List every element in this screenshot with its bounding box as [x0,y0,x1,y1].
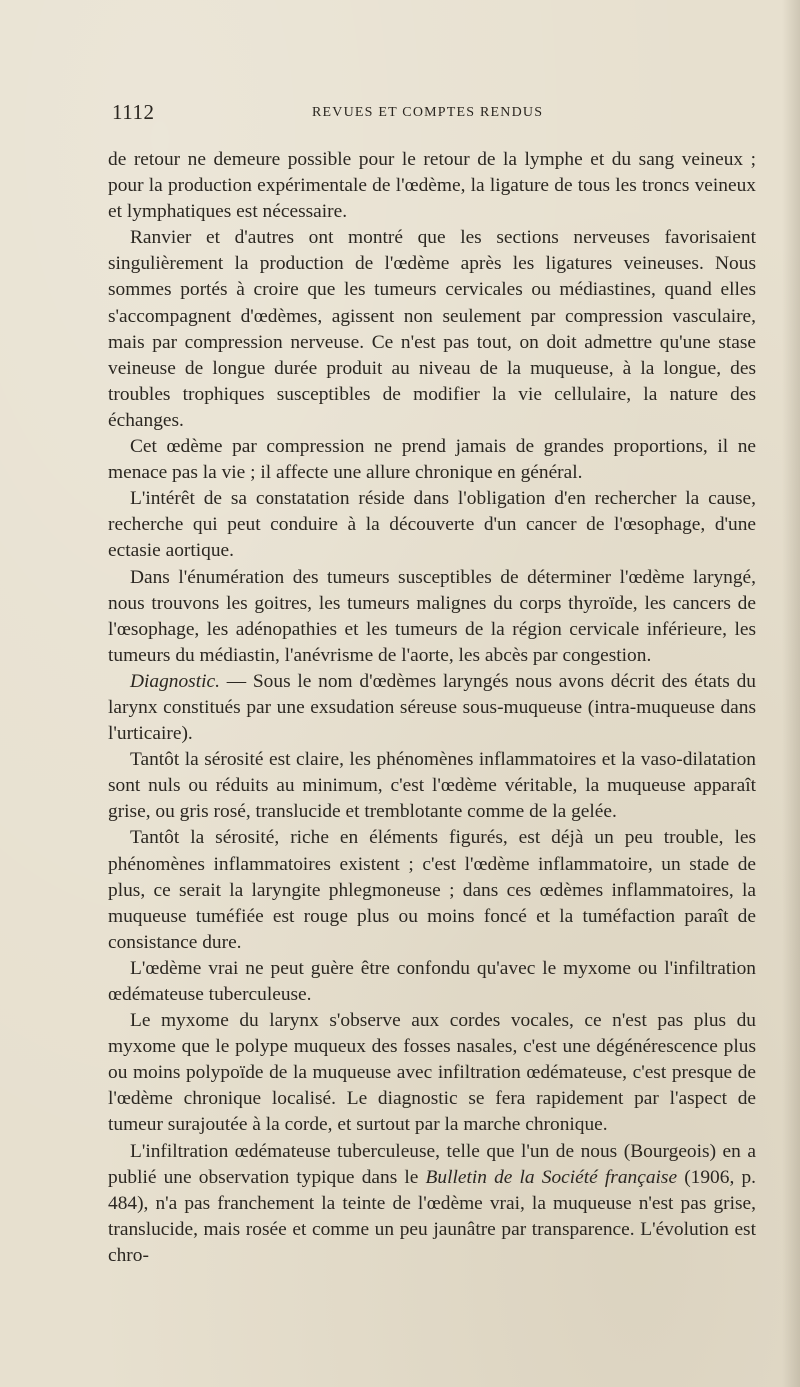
article-body [108,147,756,1269]
paragraph-compression-edema: Cet œdème par compression ne prend jamais de grandes proportions, il ne menace pas la vie ; il affecte une allure chronique en général. [108,436,756,484]
paragraph-tuberculous-infiltration [108,1139,756,1269]
paragraph-tuberculous-text: (1906, p. 484), n'a pas franchement la teinte de l'œdème vrai, la muqueuse n'est pas grise, translucide, mais rosée et comme un peu jaunâtre par transparence. L'évolution est chro- [108,1166,756,1266]
paragraph-serosity-clear: Tantôt la sérosité est claire, les phénomènes inflammatoires et la vaso-dilatation sont nuls ou réduits au minimum, c'est l'œdème véritable, la muqueuse apparaît grise, ou gris rosé, translucide et tremblotante comme de la gelée. [108,749,756,823]
page-header [112,100,762,130]
paragraph-true-edema: L'œdème vrai ne peut guère être confondu qu'avec le myxome ou l'infiltration œdémateuse tuberculeuse. [108,957,756,1005]
paragraph-tuberculous-pre: L'infiltration œdémateuse tuberculeuse, telle que l'un de nous (Bourgeois) en a publié une observation typique dans le [108,1140,756,1188]
page-number: 1112 [112,100,155,124]
bulletin-citation: Bulletin de la Société française [425,1166,678,1188]
running-head: REVUES ET COMPTES RENDUS [312,105,544,120]
paragraph-continuation: de retour ne demeure possible pour le retour de la lymphe et du sang veineux ; pour la production expérimentale de l'œdème, la ligature de tous les troncs veineux et lymphatiques est nécessaire. [108,149,756,223]
paragraph-ranvier: Ranvier et d'autres ont montré que les sections nerveuses favorisaient singulièrement la production de l'œdème après les ligatures veineuses. Nous sommes portés à croire que les tumeurs cervicales ou médiastines, quand elles s'accompagnent d'œdèmes, agissent non seulement par compression vasculaire, mais par compression nerveuse. Ce n'est pas tout, on doit admettre qu'une stase veineuse de longue durée produit au niveau de la muqueuse, à la longue, des troubles trophiques susceptibles de modifier la vie cellulaire, la nature des échanges. [108,227,756,431]
paragraph-diagnostic [108,669,756,747]
paragraph-myxoma: Le myxome du larynx s'observe aux cordes vocales, ce n'est pas plus du myxome que le polype muqueux des fosses nasales, c'est une dégénérescence plus ou moins polypoïde de la muqueuse avec infiltration œdémateuse, c'est presque de l'œdème chronique localisé. Le diagnostic se fera rapidement par l'aspect de tumeur surajoutée à la corde, et surtout par la marche chronique. [108,1010,756,1136]
paragraph-serosity-turbid: Tantôt la sérosité, riche en éléments figurés, est déjà un peu trouble, les phénomènes inflammatoires existent ; c'est l'œdème inflammatoire, un stade de plus, ce serait la laryngite phlegmoneuse ; dans ces œdèmes inflammatoires, la muqueuse tuméfiée est rouge plus ou moins foncé et la tuméfaction paraît de consistance dure. [108,827,756,953]
paragraph-diagnostic-text: — Sous le nom d'œdèmes laryngés nous avons décrit des états du larynx constitués par une exsudation séreuse sous-muqueuse (intra-muqueuse dans l'urticaire). [108,670,756,745]
section-heading-diagnostic: Diagnostic. [130,670,220,692]
paragraph-enumeration: Dans l'énumération des tumeurs susceptibles de déterminer l'œdème laryngé, nous trouvons les goitres, les tumeurs malignes du corps thyroïde, les cancers de l'œsophage, les adénopathies et les tumeurs de la région cervicale inférieure, les tumeurs du médiastin, l'anévrisme de l'aorte, les abcès par congestion. [108,566,756,666]
paragraph-interest: L'intérêt de sa constatation réside dans l'obligation d'en rechercher la cause, recherche qui peut conduire à la découverte d'un cancer de l'œsophage, d'une ectasie aortique. [108,488,756,562]
page-edge-shadow [782,0,800,1387]
